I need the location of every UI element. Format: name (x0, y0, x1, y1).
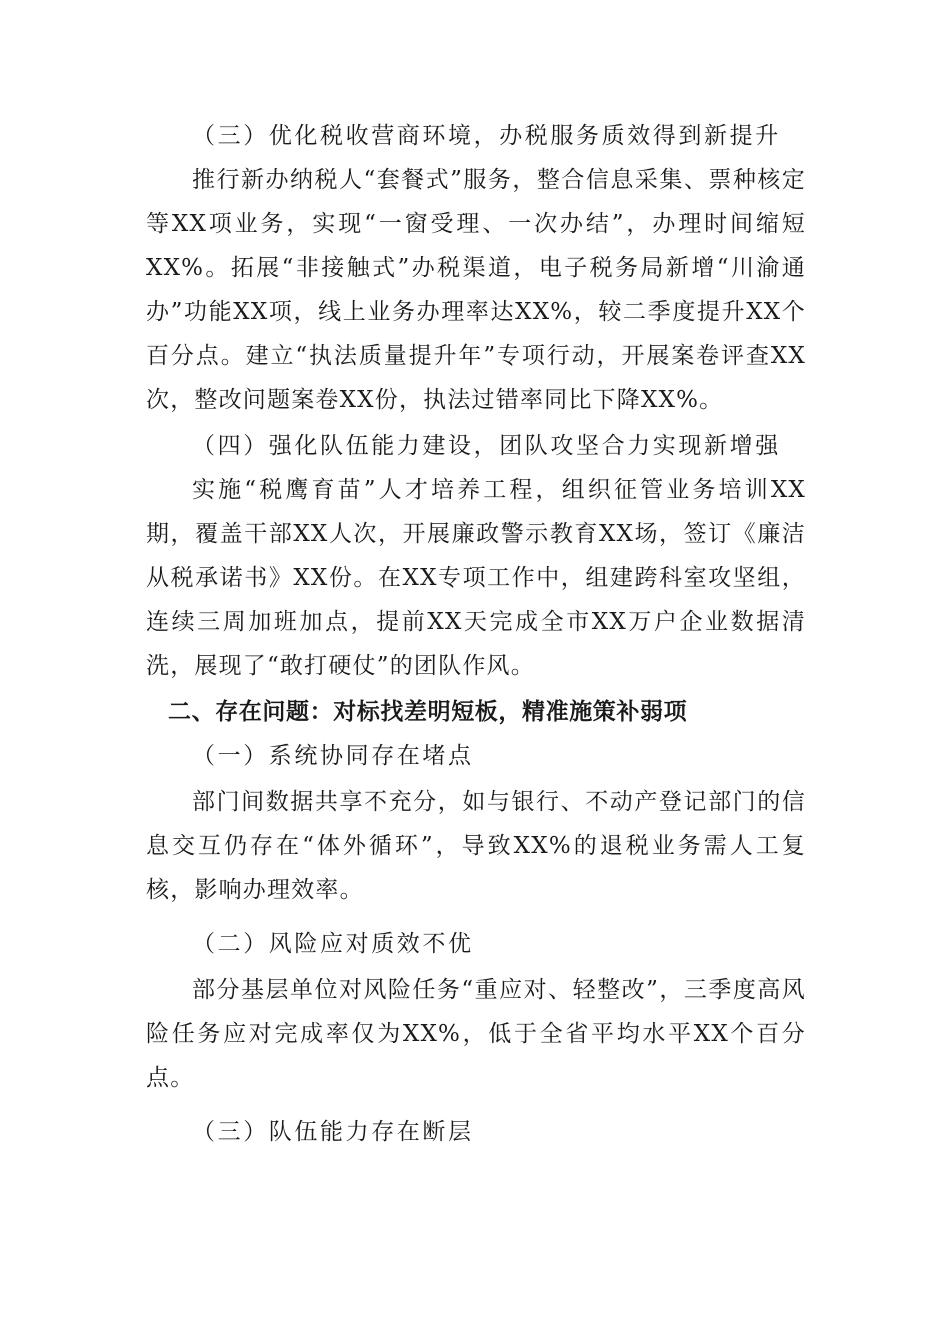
subheading-system-coordination: （一）系统协同存在堵点 (192, 743, 474, 769)
paragraph-tax-service: 推行新办纳税人“套餐式”服务，整合信息采集、票种核定等XX项业务，实现“一窗受理、一次办结”，办理时间缩短XX%。拓展“非接触式”办税渠道，电子税务局新增“川渝通办”功能XX项，线上业务办理率达XX%，较二季度提升XX个百分点。建立“执法质量提升年”专项行动，开展案卷评查XX次，整改问题案卷XX份，执法过错率同比下降XX%。 (146, 167, 806, 413)
document-page (146, 114, 806, 1154)
subheading-team-gap: （三）队伍能力存在断层 (192, 1119, 474, 1145)
paragraph-team-capacity: 实施“税鹰育苗”人才培养工程，组织征管业务培训XX期，覆盖干部XX人次，开展廉政警示教育XX场，签订《廉洁从税承诺书》XX份。在XX专项工作中，组建跨科室攻坚组，连续三周加班加点，提前XX天完成全市XX万户企业数据清洗，展现了“敢打硬仗”的团队作风。 (146, 477, 806, 679)
section-heading-team-capacity: （四）强化队伍能力建设，团队攻坚合力实现新增强 (192, 433, 781, 459)
subheading-risk-response: （二）风险应对质效不优 (192, 931, 474, 957)
paragraph-system-coordination: 部门间数据共享不充分，如与银行、不动产登记部门的信息交互仍存在“体外循环”，导致XX%的退税业务需人工复核，影响办理效率。 (146, 789, 806, 903)
paragraph-risk-response: 部分基层单位对风险任务“重应对、轻整改”，三季度高风险任务应对完成率仅为XX%，低于全省平均水平XX个百分点。 (146, 977, 806, 1091)
section-heading-optimize-tax-environment: （三）优化税收营商环境，办税服务质效得到新提升 (192, 123, 781, 149)
part-heading-existing-problems: 二、存在问题：对标找差明短板，精准施策补弱项 (168, 699, 688, 725)
